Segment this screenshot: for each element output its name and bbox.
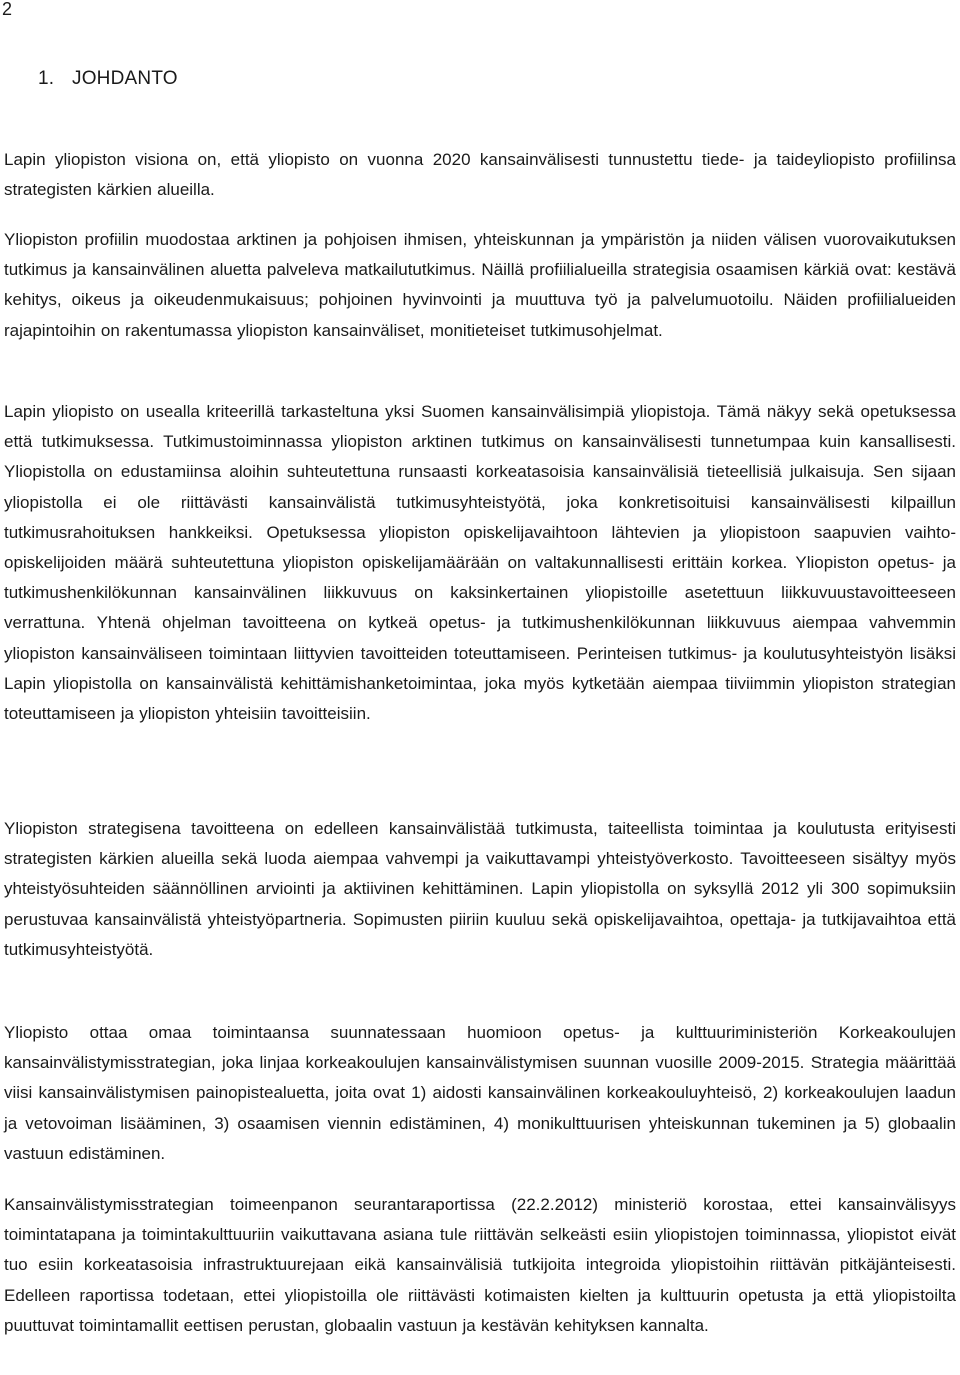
paragraph-strategic-goal: Yliopiston strategisena tavoitteena on edelleen kansainvälistää tutkimusta, taiteellista toimintaa ja koulutusta erityisesti strategisten kärkien alueilla sekä luoda aiempaa vahvempi ja vaikuttavampi yhteistyöverkosto. Tavoitteeseen sisältyy myös yhteistyösuhteiden säännöllinen arviointi ja aktiivinen kehittäminen. Lapin yliopistolla on syksyllä 2012 yli 300 sopimuksiin perustuvaa kansainvälistä yhteistyöpartneria. Sopimusten piiriin kuuluu sekä opiskelijavaihtoa, opettaja- ja tutkijavaihtoa että tutkimusyhteistyötä. bbox=[4, 819, 956, 959]
paragraph-follow-up-report: Kansainvälistymisstrategian toimeenpanon seurantaraportissa (22.2.2012) ministeriö korostaa, ettei kansainvälisyys toimintatapana ja toimintakulttuuriin vaikuttavana asiana tule riittävän selkeästi esiin yliopistojen toiminnassa, yliopistot eivät tuo esiin korkeatasoisia infrastruktuurejaan eikä kansainvälisiä tutkijoita integroida yliopistoihin riittävän pitkäjänteisesti. Edelleen raportissa todetaan, ettei yliopistoilla ole riittävästi kotimaisten kielten ja kulttuurin opetusta ja että yliopistoilta puuttuvat toimintamallit eettisen perustan, globaalin vastuun ja kestävän kehityksen kannalta. bbox=[4, 1195, 956, 1335]
paragraph-vision: Lapin yliopiston visiona on, että yliopisto on vuonna 2020 kansainvälisesti tunnustettu tiede- ja taideyliopisto profiilinsa strategisten kärkien alueilla. bbox=[4, 150, 956, 200]
paragraph-ministry-strategy: Yliopisto ottaa omaa toimintaansa suunnatessaan huomioon opetus- ja kulttuuriministeriön Korkeakoulujen kansainvälistymisstrategian, joka linjaa korkeakoulujen kansainvälistymisen suunnan vuosille 2009-2015. Strategia määrittää viisi kansainvälistymisen painopistealuetta, joita ovat 1) aidosti kansainvälinen korkeakouluyhteisö, 2) korkeakoulujen laadun ja vetovoiman lisääminen, 3) osaamisen viennin edistäminen, 4) monikulttuurisen yhteiskunnan tukeminen ja 5) globaalin vastuun edistäminen. bbox=[4, 1023, 956, 1163]
page-number: 2 bbox=[2, 0, 13, 19]
section-title: JOHDANTO bbox=[72, 68, 178, 89]
paragraph-profile: Yliopiston profiilin muodostaa arktinen ja pohjoisen ihmisen, yhteiskunnan ja ympäristön ja niiden välisen vuorovaikutuksen tutkimus ja kansainvälinen aluetta palveleva matkailututkimus. Näillä profiilialueilla strategisia osaamisen kärkiä ovat: kestävä kehitys, oikeus ja oikeudenmukaisuus; pohjoinen hyvinvointi ja muuttuva työ ja palvelumuotoilu. Näiden profiilialueiden rajapintoihin on rakentumassa yliopiston kansainväliset, monitieteiset tutkimusohjelmat. bbox=[4, 230, 956, 340]
section-number: 1. bbox=[38, 68, 55, 89]
paragraph-internationality: Lapin yliopisto on usealla kriteerillä tarkasteltuna yksi Suomen kansainvälisimpiä yliopistoja. Tämä näkyy sekä opetuksessa että tutkimuksessa. Tutkimustoiminnassa yliopiston arktinen tutkimus on kansainvälisesti tunnetumpaa kuin kansallisesti. Yliopistolla on edustamiinsa aloihin suhteutettuna runsaasti korkeatasoisia kansainvälisiä tieteellisiä julkaisuja. Sen sijaan yliopistolla ei ole riittävästi kansainvälistä tutkimusyhteistyötä, joka konkretisoituisi kansainvälisesti kilpaillun tutkimusrahoituksen hankkeiksi. Opetuksessa yliopiston opiskelijavaihtoon lähtevien ja yliopistoon saapuvien vaihto-opiskelijoiden määrä suhteutettuna yliopiston opiskelijamäärään on valtakunnallisesti erittäin korkea. Yliopiston opetus- ja tutkimushenkilökunnan kansainvälinen liikkuvuus on kaksinkertainen yliopistoille asetettuun liikkuvuustavoitteeseen verrattuna. Yhtenä ohjelman tavoitteena on kytkeä opetus- ja tutkimushenkilökunnan liikkuvuus aiempaa vahvemmin yliopiston kansainväliseen toimintaan liittyvien tavoitteiden toteuttamiseen. Perinteisen tutkimus- ja koulutusyhteistyön lisäksi Lapin yliopistolla on kansainvälistä kehittämishanketoimintaa, joka myös kytketään aiempaa tiiviimmin yliopiston strategian toteuttamiseen ja yliopiston yhteisiin tavoitteisiin. bbox=[4, 402, 956, 724]
section-heading bbox=[38, 66, 178, 92]
